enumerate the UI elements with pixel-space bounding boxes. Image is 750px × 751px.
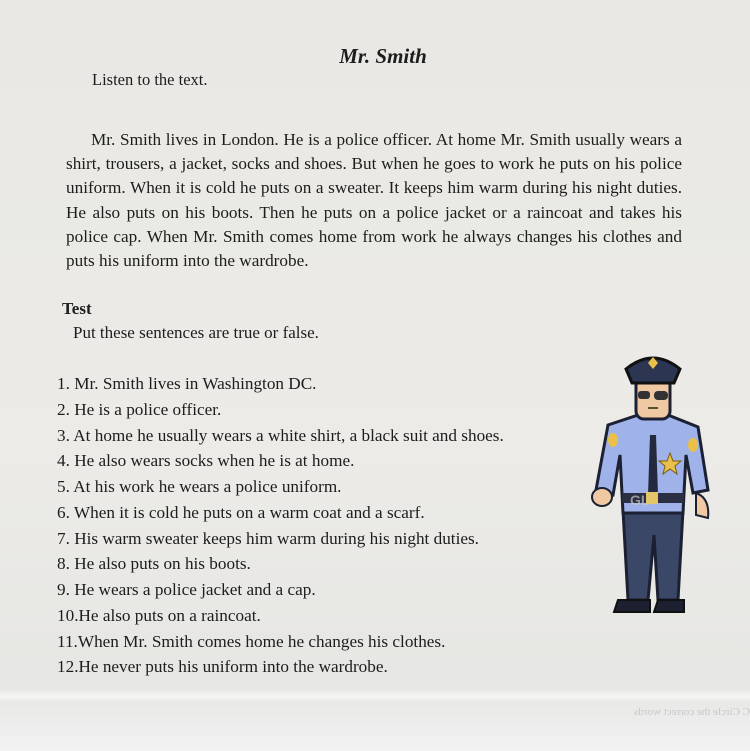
watermark: GL: [630, 492, 650, 508]
listen-instruction: Listen to the text.: [92, 70, 208, 89]
police-officer-illustration: [578, 345, 728, 645]
test-statements: [57, 371, 504, 680]
bleed-through-text: C Circle the correct words: [633, 706, 750, 718]
list-item: 8. He also puts on his boots.: [57, 554, 251, 574]
list-item: 1. Mr. Smith lives in Washington DC.: [57, 374, 317, 393]
reading-paragraph: Mr. Smith lives in London. He is a police officer. At home Mr. Smith usually wears a shirt, trousers, a jacket, socks and shoes. But when he goes to work he puts on his police uniform. When it is cold he puts on a sweater. It keeps him warm during his night duties. He also puts on his boots. Then he puts on a police jacket or a raincoat and takes his police cap. When Mr. Smith comes home from work he always changes his clothes and puts his uniform into the wardrobe.: [66, 130, 682, 271]
list-item: 5. At his work he wears a police uniform.: [57, 477, 342, 496]
list-item: 9. He wears a police jacket and a cap.: [57, 580, 316, 599]
test-instruction: Put these sentences are true or false.: [73, 323, 319, 342]
list-item: 11.When Mr. Smith comes home he changes his clothes.: [57, 631, 446, 651]
list-item: 4. He also wears socks when he is at home.: [57, 451, 355, 471]
list-item: 2. He is a police officer.: [57, 399, 222, 419]
page-fold-shadow: [0, 688, 750, 702]
list-item: 12.He never puts his uniform into the wardrobe.: [57, 657, 388, 677]
list-item: 7. His warm sweater keeps him warm during his night duties.: [57, 528, 479, 548]
list-item: 6. When it is cold he puts on a warm coat and a scarf.: [57, 502, 425, 522]
list-item: 10.He also puts on a raincoat.: [57, 605, 261, 625]
page-title: Mr. Smith: [339, 44, 427, 68]
test-heading: Test: [62, 299, 92, 318]
list-item: 3. At home he usually wears a white shirt, a black suit and shoes.: [57, 425, 504, 445]
